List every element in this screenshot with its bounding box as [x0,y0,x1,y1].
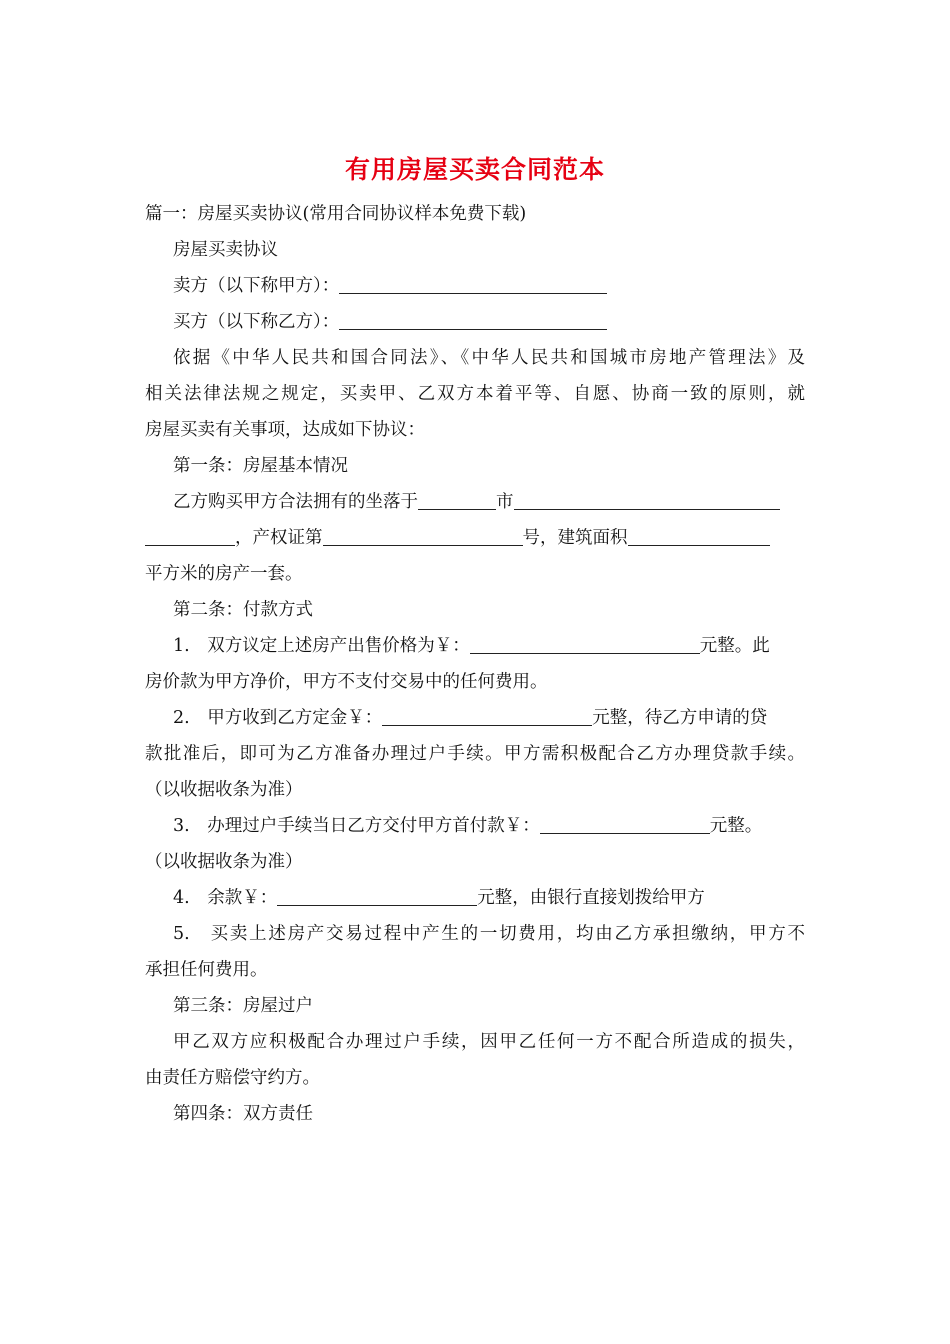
document-title: 有用房屋买卖合同范本 [344,155,605,184]
article2-text: 2. 甲方收到乙方定金￥： [173,708,383,728]
article2-text: 3. 办理过户手续当日乙方交付甲方首付款￥： [173,816,540,836]
article2-item [145,808,805,844]
deposit-blank [382,705,592,726]
agreement-title: 房屋买卖协议 [173,240,278,260]
seller-line [145,268,805,304]
article1-text: 乙方购买甲方合法拥有的坐落于 [173,492,418,512]
certificate-number-blank [323,525,523,546]
section-heading: 篇一：房屋买卖协议(常用合同协议样本免费下载) [145,204,527,224]
preamble-line: 相关法律法规之规定，买卖甲、乙双方本着平等、自愿、协商一致的原则，就 [145,384,805,404]
article1-line [145,520,805,556]
address-blank [514,489,780,510]
article2-item [145,880,805,916]
down-payment-blank [540,813,710,834]
article2-text: 元整。此 [699,636,770,656]
article2-text: 元整，由银行直接划拨给甲方 [477,888,705,908]
article2-item: 5. 买卖上述房产交易过程中产生的一切费用，均由乙方承担缴纳，甲方不 [173,924,805,944]
price-blank [470,633,700,654]
article2-item [145,700,805,736]
seller-label: 卖方（以下称甲方）： [173,276,340,296]
article2-text: 元整，待乙方申请的贷 [592,708,768,728]
article1-line: 平方米的房产一套。 [145,564,303,584]
article1-text: 号，建筑面积 [522,528,628,548]
article1-text: 市 [496,492,514,512]
article2-item: （以收据收条为准） [145,852,303,872]
article2-item [145,628,805,664]
article2-item: （以收据收条为准） [145,780,303,800]
preamble-line: 房屋买卖有关事项，达成如下协议： [145,420,425,440]
city-blank [418,489,496,510]
article2-heading: 第二条：付款方式 [173,600,313,620]
area-blank [628,525,770,546]
article2-text: 1. 双方议定上述房产出售价格为￥： [173,636,470,656]
article2-item: 款批准后，即可为乙方准备办理过户手续。甲方需积极配合乙方办理贷款手续。 [145,744,805,764]
seller-blank [339,273,607,294]
balance-blank [277,885,477,906]
address-blank-continued [145,525,235,546]
article3-heading: 第三条：房屋过户 [173,996,313,1016]
article1-line [145,484,805,520]
buyer-label: 买方（以下称乙方）： [173,312,340,332]
buyer-line [145,304,805,340]
article3-text: 由责任方赔偿守约方。 [145,1068,320,1088]
buyer-blank [339,309,607,330]
document-body [145,196,805,1132]
article1-text: ，产权证第 [235,528,323,548]
article1-heading: 第一条：房屋基本情况 [173,456,348,476]
preamble-line: 依据《中华人民共和国合同法》、《中华人民共和国城市房地产管理法》及 [173,348,805,368]
article2-text: 元整。 [709,816,763,836]
article2-text: 4. 余款￥： [173,888,278,908]
article4-heading: 第四条：双方责任 [173,1104,313,1124]
article2-item: 承担任何费用。 [145,960,268,980]
article3-text: 甲乙双方应积极配合办理过户手续，因甲乙任何一方不配合所造成的损失， [173,1032,805,1052]
article2-item: 房价款为甲方净价，甲方不支付交易中的任何费用。 [145,672,548,692]
